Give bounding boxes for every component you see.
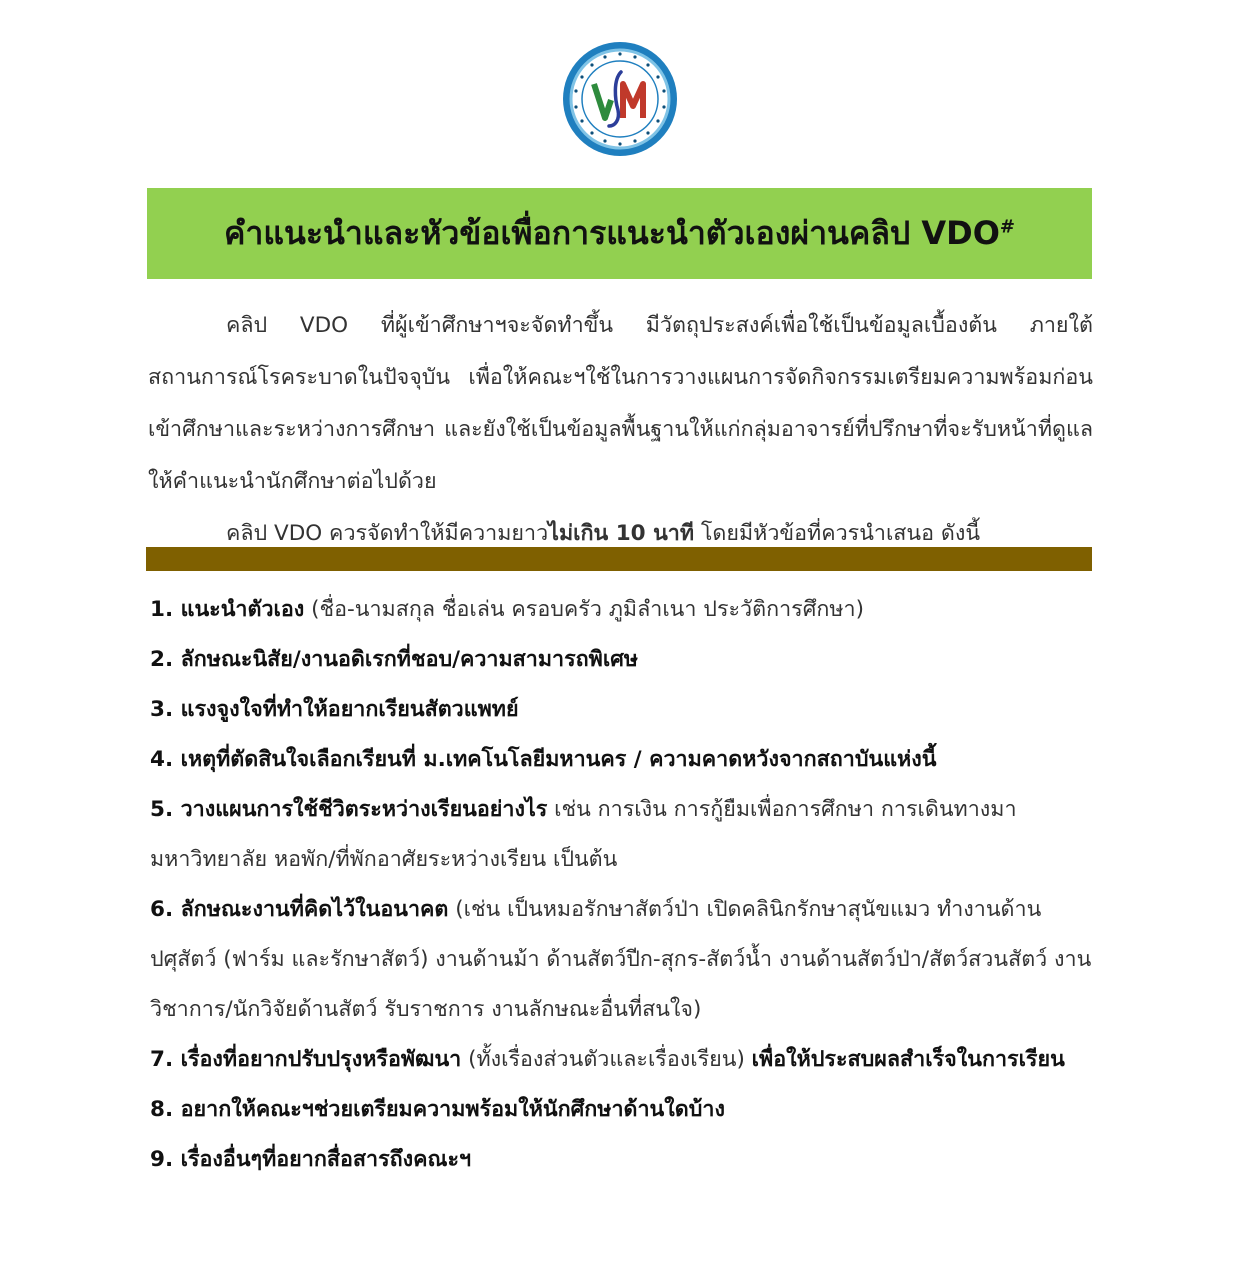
item-heading: 8. อยากให้คณะฯช่วยเตรียมความพร้อมให้นักศึกษาด้านใดบ้าง <box>150 1097 725 1122</box>
list-item <box>150 1135 1095 1185</box>
item-heading: 6. ลักษณะงานที่คิดไว้ในอนาคต <box>150 897 449 922</box>
list-item <box>150 885 1095 1035</box>
item-heading-continued: เพื่อให้ประสบผลสำเร็จในการเรียน <box>751 1047 1065 1072</box>
seal-icon <box>561 40 679 158</box>
item-heading: 1. แนะนำตัวเอง <box>150 597 305 622</box>
list-item <box>150 735 1095 785</box>
page-title-text: คำแนะนำและหัวข้อเพื่อการแนะนำตัวเองผ่านคลิป VDO <box>223 214 1000 252</box>
item-detail: เช่น การเงิน การกู้ยืมเพื่อการศึกษา การเดินทางมามหาวิทยาลัย หอพัก/ที่พักอาศัยระหว่างเรียน เป็นต้น <box>150 797 1017 872</box>
intro-section <box>148 300 1093 560</box>
intro-paragraph-1: คลิป VDO ที่ผู้เข้าศึกษาฯจะจัดทำขึ้น มีวัตถุประสงค์เพื่อใช้เป็นข้อมูลเบื้องต้น ภายใต้สถานการณ์โรคระบาดในปัจจุบัน เพื่อให้คณะฯใช้ในการวางแผนการจัดกิจกรรมเตรียมความพร้อมก่อนเข้าศึกษาและระหว่างการศึกษา และยังใช้เป็นข้อมูลพื้นฐานให้แก่กลุ่มอาจารย์ที่ปรึกษาที่จะรับหน้าที่ดูแลให้คำแนะนำนักศึกษาต่อไปด้วย <box>148 313 1093 494</box>
list-item <box>150 1035 1095 1085</box>
item-detail: (ชื่อ-นามสกุล ชื่อเล่น ครอบครัว ภูมิลำเนา ประวัติการศึกษา) <box>304 597 865 622</box>
item-heading: 2. ลักษณะนิสัย/งานอดิเรกที่ชอบ/ความสามารถพิเศษ <box>150 647 639 672</box>
list-item <box>150 685 1095 735</box>
item-heading: 3. แรงจูงใจที่ทำให้อยากเรียนสัตวแพทย์ <box>150 697 519 722</box>
title-footnote-mark: # <box>999 216 1015 238</box>
list-item <box>150 635 1095 685</box>
list-item <box>150 1085 1095 1135</box>
intro-paragraph-2-start: คลิป VDO ควรจัดทำให้มีความยาว <box>226 521 549 546</box>
item-heading: 4. เหตุที่ตัดสินใจเลือกเรียนที่ ม.เทคโนโลยีมหานคร / ความคาดหวังจากสถาบันแห่งนี้ <box>150 747 937 772</box>
list-item <box>150 785 1095 885</box>
duration-limit: ไม่เกิน 10 นาที <box>548 521 695 546</box>
section-divider <box>146 547 1092 571</box>
item-heading: 9. เรื่องอื่นๆที่อยากสื่อสารถึงคณะฯ <box>150 1147 472 1172</box>
page-title <box>224 208 1015 259</box>
topic-list <box>150 585 1095 1185</box>
intro-paragraph-2-end: โดยมีหัวข้อที่ควรนำเสนอ ดังนี้ <box>694 521 981 546</box>
item-heading: 5. วางแผนการใช้ชีวิตระหว่างเรียนอย่างไร <box>150 797 548 822</box>
faculty-logo <box>561 40 679 158</box>
item-detail: (เช่น เป็นหมอรักษาสัตว์ป่า เปิดคลินิกรักษาสุนัขแมว ทำงานด้านปศุสัตว์ (ฟาร์ม และรักษาสัตว์) งานด้านม้า ด้านสัตว์ปีก-สุกร-สัตว์น้ำ งานด้านสัตว์ป่า/สัตว์สวนสัตว์ งานวิชาการ/นักวิจัยด้านสัตว์ รับราชการ งานลักษณะอื่นที่สนใจ) <box>150 897 1092 1022</box>
title-banner <box>147 188 1092 279</box>
item-heading: 7. เรื่องที่อยากปรับปรุงหรือพัฒนา <box>150 1047 462 1072</box>
item-detail: (ทั้งเรื่องส่วนตัวและเรื่องเรียน) <box>461 1047 752 1072</box>
list-item <box>150 585 1095 635</box>
